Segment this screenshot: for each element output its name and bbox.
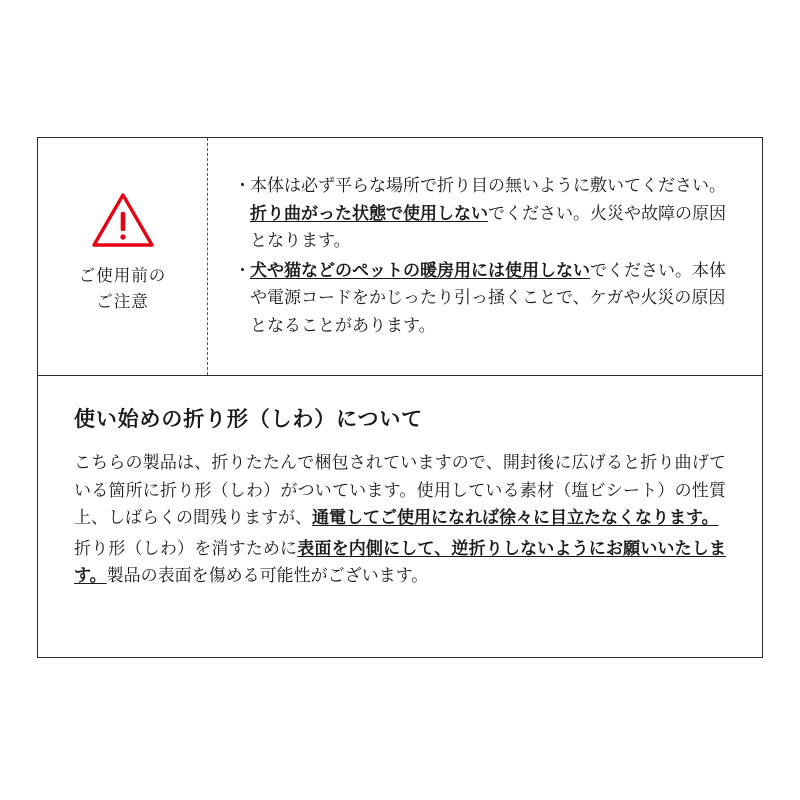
seg: 製品の表面を傷める可能性がございます。 [106,566,429,586]
caution-item-1-text [250,172,736,255]
caution-title-line2: ご注意 [96,292,149,311]
section-title: 使い始めの折り形（しわ）について [74,408,424,431]
caution-block [38,138,762,376]
seg: 本体は必ず平らな場所で折り目の無いように敷いてく [250,176,658,195]
seg: でくださ [590,260,658,280]
caution-title-line1: ご使用前の [78,266,167,285]
seg: 火災や故障の原因となります。 [250,203,726,251]
seg-emphasis: 折り曲がった状態で [250,203,403,223]
notice-card [37,137,763,658]
list-item [234,257,736,340]
wrinkle-section [38,376,762,657]
caution-title [79,264,166,315]
section-paragraph-2 [74,535,726,590]
seg: い。本体や電源コードをかじったり引っ掻くことで、ケ [250,260,726,308]
seg-emphasis: 通電してご使用になれば徐々に目立たなくなります。 [312,508,719,528]
section-paragraph-1 [74,449,726,532]
seg: 折り形（しわ）を消すために [74,538,298,558]
caution-item-2-text [250,257,736,340]
bullet-marker: ・ [234,260,251,280]
warning-triangle-icon [92,192,154,248]
seg-emphasis: 表面を内側にして、逆折りしないようにお願いいたします。 [74,538,726,586]
seg-emphasis: 犬や猫などのペットの暖房用には使用しない [250,260,590,280]
seg: こちらの製品は、折りたたんで梱包されていますので、開封後に広げると折り曲げている箇所に折り形（しわ）がついています。使用している素材（塩ビシート）の性質上、しばらくの間残りますが、 [74,453,726,528]
seg: ださい。 [658,176,726,195]
seg: でください。 [488,203,590,223]
caution-heading-area [38,138,208,375]
list-item [234,172,736,255]
seg: ガや火災の原因となることがあります。 [250,288,726,335]
bullet-marker: ・ [234,176,251,195]
seg-emphasis: 使用しない [403,203,488,223]
caution-list [208,138,762,375]
